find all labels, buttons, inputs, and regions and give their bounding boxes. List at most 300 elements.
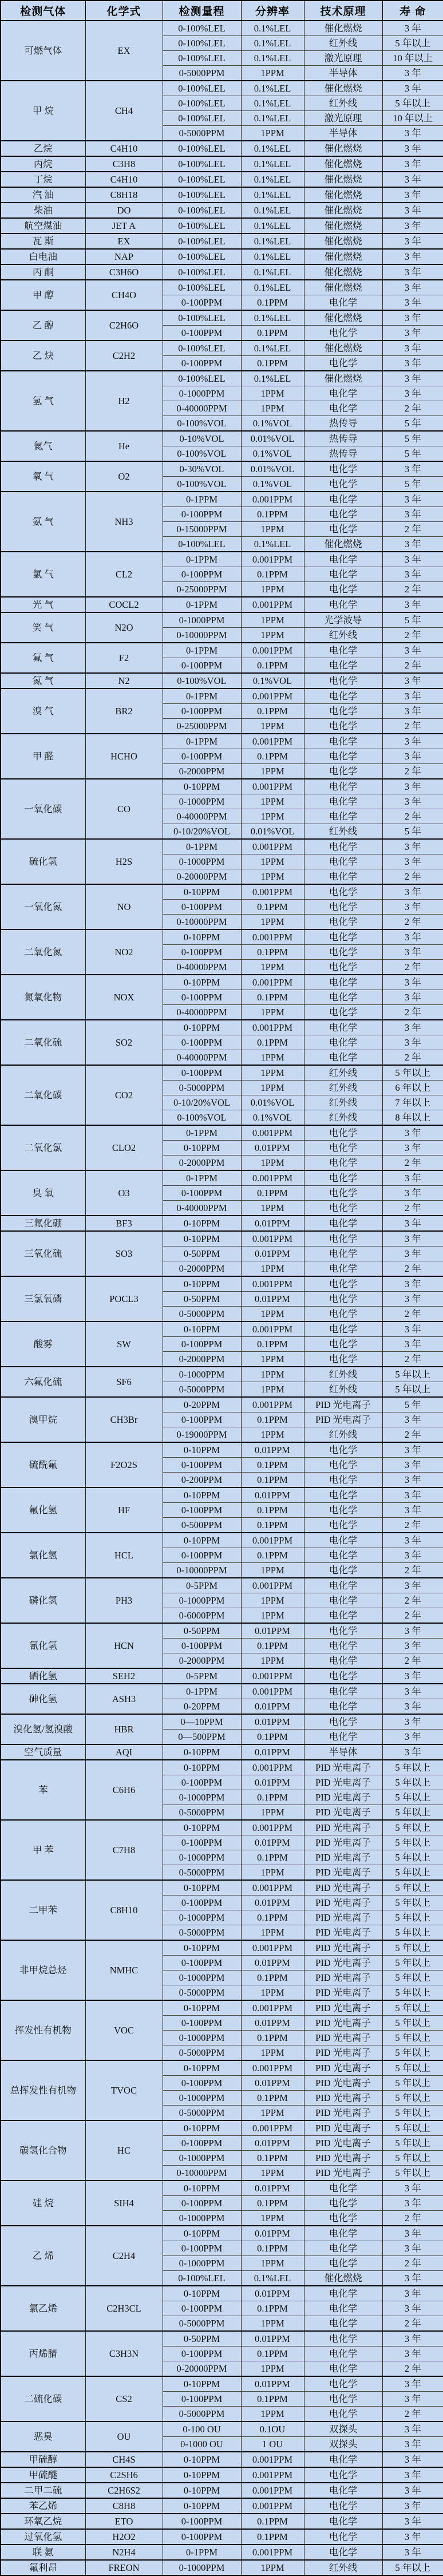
resolution-cell: 0.001PPM <box>241 1684 304 1699</box>
principle-cell: 电化学 <box>304 1261 382 1277</box>
resolution-cell: 0.1PPM <box>241 356 304 371</box>
gas-formula-cell: HF <box>85 1487 163 1533</box>
principle-cell: 电化学 <box>304 401 382 416</box>
lifespan-cell: 3 年 <box>382 1684 443 1699</box>
resolution-cell: 0.1OU <box>241 2421 304 2437</box>
range-cell: 0-5000PPM <box>163 1865 241 1881</box>
gas-name-cell: 溴化氢/氢溴酸 <box>1 1714 85 1744</box>
lifespan-cell: 3 年 <box>382 218 443 234</box>
principle-cell: 电化学 <box>304 461 382 477</box>
range-cell: 0-10PPM <box>163 1880 241 1896</box>
lifespan-cell: 3 年 <box>382 371 443 386</box>
range-cell: 0-10PPM <box>163 779 241 794</box>
gas-name-cell: 二硫化碳 <box>1 2376 85 2421</box>
gas-formula-cell: HCL <box>85 1533 163 1578</box>
principle-cell: 电化学 <box>304 2226 382 2241</box>
gas-formula-cell: COCL2 <box>85 597 163 612</box>
gas-name-cell: 六氟化硫 <box>1 1367 85 1397</box>
range-cell: 0-5000PPM <box>163 1805 241 1821</box>
resolution-cell: 0.01PPM <box>241 2376 304 2392</box>
gas-name-cell: 苯 <box>1 1760 85 1820</box>
resolution-cell: 0.01PPM <box>241 2016 304 2031</box>
range-cell: 0-100PPM <box>163 356 241 371</box>
lifespan-cell: 2 年 <box>382 1261 443 1277</box>
range-cell: 0-100%LEL <box>163 280 241 295</box>
resolution-cell: 0.001PPM <box>241 1397 304 1412</box>
resolution-cell: 1PPM <box>241 1805 304 1821</box>
resolution-cell: 1PPM <box>241 854 304 869</box>
gas-name-cell: 二氧化氯 <box>1 1125 85 1170</box>
lifespan-cell: 3 年 <box>382 156 443 172</box>
range-cell: 0-10PPM <box>163 1231 241 1247</box>
principle-cell: 电化学 <box>304 1593 382 1608</box>
table-row <box>1 2286 443 2301</box>
gas-name-cell: 挥发性有机物 <box>1 2000 85 2060</box>
resolution-cell: 0.1PPM <box>241 749 304 764</box>
range-cell: 0-1000PPM <box>163 854 241 869</box>
range-cell: 0-100PPM <box>163 567 241 582</box>
range-cell: 0-100%LEL <box>163 203 241 218</box>
resolution-cell: 0.1%VOL <box>241 673 304 688</box>
gas-name-cell: 甲 苯 <box>1 1820 85 1880</box>
range-cell: 0-6000PPM <box>163 1608 241 1624</box>
table-row <box>1 1216 443 1231</box>
principle-cell: 电化学 <box>304 1503 382 1518</box>
principle-cell: PID 光电离子 <box>304 1865 382 1881</box>
principle-cell: 电化学 <box>304 2407 382 2422</box>
table-row <box>1 1065 443 1081</box>
range-cell: 0-5000PPM <box>163 66 241 81</box>
principle-cell: PID 光电离子 <box>304 1940 382 1956</box>
gas-formula-cell: CO2 <box>85 1065 163 1125</box>
principle-cell: 电化学 <box>304 2483 382 2498</box>
principle-cell: 热传导 <box>304 431 382 446</box>
principle-cell: 催化燃烧 <box>304 249 382 264</box>
lifespan-cell: 3 年 <box>382 2483 443 2498</box>
principle-cell: PID 光电离子 <box>304 1880 382 1896</box>
principle-cell: 电化学 <box>304 2181 382 2196</box>
resolution-cell: 1PPM <box>241 2407 304 2422</box>
range-cell: 0-10PPM <box>163 975 241 990</box>
range-cell: 0-1000PPM <box>163 1367 241 1382</box>
column-header-2: 检测量程 <box>163 1 241 21</box>
resolution-cell: 0.1PPM <box>241 1518 304 1533</box>
lifespan-cell: 3 年 <box>382 1020 443 1035</box>
range-cell: 0-1000PPM <box>163 794 241 809</box>
resolution-cell: 0.1%LEL <box>241 21 304 36</box>
lifespan-cell: 3 年 <box>382 249 443 264</box>
resolution-cell: 0.1%LEL <box>241 156 304 172</box>
resolution-cell: 0.1%LEL <box>241 218 304 234</box>
resolution-cell: 0.1%LEL <box>241 537 304 552</box>
lifespan-cell: 5 年以上 <box>382 1835 443 1850</box>
range-cell: 0-100PPM <box>163 2196 241 2211</box>
resolution-cell: 0.1%VOL <box>241 1110 304 1126</box>
gas-formula-cell: HC <box>85 2120 163 2181</box>
gas-formula-cell: CH4O <box>85 280 163 310</box>
range-cell: 0-1000 OU <box>163 2437 241 2452</box>
principle-cell: 电化学 <box>304 929 382 945</box>
range-cell: 0-100%LEL <box>163 264 241 280</box>
principle-cell: PID 光电离子 <box>304 1775 382 1790</box>
principle-cell: 电化学 <box>304 2286 382 2301</box>
lifespan-cell: 5 年以上 <box>382 2120 443 2136</box>
lifespan-cell: 5 年 <box>382 1397 443 1412</box>
gas-formula-cell: H2O2 <box>85 2529 163 2545</box>
resolution-cell: 0.01PPM <box>241 1775 304 1790</box>
principle-cell: PID 光电离子 <box>304 1835 382 1850</box>
range-cell: 0-2000PPM <box>163 1156 241 1171</box>
resolution-cell: 0.1%VOL <box>241 416 304 432</box>
lifespan-cell: 3 年 <box>382 2437 443 2452</box>
table-row <box>1 552 443 567</box>
lifespan-cell: 5 年以上 <box>382 2151 443 2166</box>
table-row <box>1 1880 443 1896</box>
resolution-cell: 0.1PPM <box>241 1639 304 1653</box>
resolution-cell: 1PPM <box>241 1005 304 1020</box>
lifespan-cell: 5 年以上 <box>382 1065 443 1081</box>
principle-cell: 半导体 <box>304 66 382 81</box>
lifespan-cell: 5 年以上 <box>382 1940 443 1956</box>
principle-cell: PID 光电离子 <box>304 1970 382 1985</box>
resolution-cell: 0.1PPM <box>241 295 304 311</box>
range-cell: 0-100%LEL <box>163 81 241 96</box>
table-row <box>1 1684 443 1699</box>
range-cell: 0-20PPM <box>163 1699 241 1715</box>
table-row <box>1 2498 443 2514</box>
lifespan-cell: 3 年 <box>382 552 443 567</box>
table-body <box>1 21 443 2575</box>
gas-name-cell: 甲硫醚 <box>1 2467 85 2483</box>
lifespan-cell: 5 年以上 <box>382 2106 443 2121</box>
resolution-cell: 1PPM <box>241 401 304 416</box>
table-row <box>1 1125 443 1141</box>
lifespan-cell: 3 年 <box>382 673 443 688</box>
table-row <box>1 597 443 612</box>
gas-name-cell: 白电油 <box>1 249 85 264</box>
lifespan-cell: 3 年 <box>382 1186 443 1201</box>
gas-name-cell: 氮氧化物 <box>1 975 85 1020</box>
range-cell: 0-10000PPM <box>163 2166 241 2181</box>
principle-cell: 电化学 <box>304 1231 382 1247</box>
resolution-cell: 0.1PPM <box>241 2031 304 2045</box>
range-cell: 0-1PPM <box>163 1684 241 1699</box>
range-cell: 0-100%LEL <box>163 187 241 203</box>
range-cell: 0-15000PPM <box>163 522 241 537</box>
table-row <box>1 218 443 234</box>
gas-formula-cell: C2H2 <box>85 341 163 371</box>
resolution-cell: 1PPM <box>241 2211 304 2226</box>
gas-name-cell: 丁烷 <box>1 172 85 187</box>
range-cell: 0-1000PPM <box>163 386 241 401</box>
resolution-cell: 0.1%LEL <box>241 234 304 249</box>
lifespan-cell: 3 年 <box>382 1487 443 1503</box>
principle-cell: PID 光电离子 <box>304 1925 382 1941</box>
lifespan-cell: 3 年 <box>382 1247 443 1261</box>
resolution-cell: 0.001PPM <box>241 975 304 990</box>
table-row <box>1 1578 443 1593</box>
principle-cell: 电化学 <box>304 1186 382 1201</box>
resolution-cell: 0.01PPM <box>241 1699 304 1715</box>
lifespan-cell: 3 年 <box>382 779 443 794</box>
lifespan-cell: 2 年 <box>382 2316 443 2332</box>
lifespan-cell: 5 年 <box>382 416 443 432</box>
principle-cell: 催化燃烧 <box>304 172 382 187</box>
lifespan-cell: 3 年 <box>382 2498 443 2514</box>
principle-cell: 催化燃烧 <box>304 2271 382 2286</box>
principle-cell: 电化学 <box>304 839 382 854</box>
resolution-cell: 1 OU <box>241 2437 304 2452</box>
resolution-cell: 0.01PPM <box>241 1744 304 1760</box>
table-row <box>1 431 443 446</box>
gas-formula-cell: POCL3 <box>85 1276 163 1321</box>
principle-cell: PID 光电离子 <box>304 2136 382 2151</box>
principle-cell: 电化学 <box>304 2529 382 2545</box>
gas-formula-cell: VOC <box>85 2000 163 2060</box>
gas-name-cell: 丙 酮 <box>1 264 85 280</box>
range-cell: 0-10PPM <box>163 929 241 945</box>
lifespan-cell: 3 年 <box>382 187 443 203</box>
range-cell: 0-50PPM <box>163 1292 241 1307</box>
resolution-cell: 0.001PPM <box>241 1020 304 1035</box>
range-cell: 0—500PPM <box>163 1730 241 1745</box>
lifespan-cell: 5 年以上 <box>382 2136 443 2151</box>
range-cell: 0-100%VOL <box>163 446 241 462</box>
gas-name-cell: 甲 醇 <box>1 280 85 310</box>
gas-formula-cell: AQI <box>85 1744 163 1760</box>
range-cell: 0-10PPM <box>163 1940 241 1956</box>
gas-name-cell: 硅 烷 <box>1 2181 85 2226</box>
gas-formula-cell: NO2 <box>85 929 163 975</box>
resolution-cell: 0.1PPM <box>241 567 304 582</box>
range-cell: 0-100%LEL <box>163 371 241 386</box>
resolution-cell: 0.01PPM <box>241 1956 304 1970</box>
gas-name-cell: 乙 炔 <box>1 341 85 371</box>
header-row <box>1 1 443 21</box>
range-cell: 0-1000PPM <box>163 2151 241 2166</box>
resolution-cell: 0.001PPM <box>241 1668 304 1684</box>
resolution-cell: 1PPM <box>241 386 304 401</box>
range-cell: 0-100PPM <box>163 1503 241 1518</box>
resolution-cell: 1PPM <box>241 869 304 885</box>
gas-name-cell: 溴甲烷 <box>1 1397 85 1442</box>
range-cell: 0-10PPM <box>163 1820 241 1835</box>
resolution-cell: 0.1%LEL <box>241 310 304 326</box>
lifespan-cell: 5 年 <box>382 824 443 840</box>
gas-name-cell: 乙 醇 <box>1 310 85 341</box>
gas-formula-cell: C3H3N <box>85 2331 163 2376</box>
principle-cell: 催化燃烧 <box>304 156 382 172</box>
principle-cell: 红外线 <box>304 1382 382 1398</box>
table-row <box>1 975 443 990</box>
principle-cell: PID 光电离子 <box>304 1397 382 1412</box>
principle-cell: 电化学 <box>304 749 382 764</box>
range-cell: 0-10000PPM <box>163 628 241 643</box>
principle-cell: 催化燃烧 <box>304 371 382 386</box>
range-cell: 0-50PPM <box>163 1623 241 1639</box>
lifespan-cell: 3 年 <box>382 326 443 341</box>
table-row <box>1 1714 443 1730</box>
range-cell: 0-10PPM <box>163 1321 241 1337</box>
resolution-cell: 1PPM <box>241 1050 304 1066</box>
gas-formula-cell: C4H10 <box>85 172 163 187</box>
range-cell: 0-100PPM <box>163 2016 241 2031</box>
lifespan-cell: 2 年 <box>382 809 443 824</box>
lifespan-cell: 3 年 <box>382 1503 443 1518</box>
resolution-cell: 1PPM <box>241 1352 304 1367</box>
gas-formula-cell: CLO2 <box>85 1125 163 1170</box>
gas-formula-cell: N2O <box>85 612 163 643</box>
table-row <box>1 1668 443 1684</box>
lifespan-cell: 5 年 <box>382 612 443 628</box>
resolution-cell: 0.01PPM <box>241 2181 304 2196</box>
resolution-cell: 0.1%LEL <box>241 81 304 96</box>
resolution-cell: 0.001PPM <box>241 643 304 658</box>
range-cell: 0-5000PPM <box>163 2407 241 2422</box>
resolution-cell: 0.001PPM <box>241 884 304 900</box>
range-cell: 0-100PPM <box>163 326 241 341</box>
principle-cell: 电化学 <box>304 2331 382 2347</box>
range-cell: 0-100%VOL <box>163 1110 241 1126</box>
principle-cell: PID 光电离子 <box>304 1910 382 1925</box>
lifespan-cell: 3 年 <box>382 643 443 658</box>
gas-name-cell: 硒化氢 <box>1 1668 85 1684</box>
lifespan-cell: 5 年以上 <box>382 1985 443 2001</box>
range-cell: 0-30%VOL <box>163 461 241 477</box>
range-cell: 0-1000PPM <box>163 2091 241 2106</box>
lifespan-cell: 2 年 <box>382 1608 443 1624</box>
principle-cell: 催化燃烧 <box>304 341 382 356</box>
gas-name-cell: 二甲苯 <box>1 1880 85 1940</box>
lifespan-cell: 3 年 <box>382 280 443 295</box>
table-row <box>1 1533 443 1548</box>
resolution-cell: 0.001PPM <box>241 1533 304 1548</box>
principle-cell: 激光原理 <box>304 51 382 66</box>
gas-formula-cell: FREON <box>85 2560 163 2575</box>
lifespan-cell: 3 年 <box>382 900 443 915</box>
lifespan-cell: 5 年以上 <box>382 1820 443 1835</box>
range-cell: 0-10PPM <box>163 1744 241 1760</box>
gas-formula-cell: HCN <box>85 1623 163 1668</box>
resolution-cell: 0.001PPM <box>241 1231 304 1247</box>
principle-cell: 电化学 <box>304 1684 382 1699</box>
table-row <box>1 1170 443 1186</box>
table-row <box>1 1397 443 1412</box>
resolution-cell: 0.1PPM <box>241 1730 304 1745</box>
gas-name-cell: 二氧化硫 <box>1 1020 85 1065</box>
range-cell: 0-50PPM <box>163 2331 241 2347</box>
principle-cell: 双探头 <box>304 2437 382 2452</box>
gas-formula-cell: CH3Br <box>85 1397 163 1442</box>
gas-formula-cell: H2S <box>85 839 163 884</box>
range-cell: 0-10PPM <box>163 1442 241 1458</box>
lifespan-cell: 3 年 <box>382 21 443 36</box>
resolution-cell: 0.01PPM <box>241 1216 304 1231</box>
range-cell: 0-100%LEL <box>163 51 241 66</box>
principle-cell: 电化学 <box>304 960 382 975</box>
resolution-cell: 0.01%VOL <box>241 431 304 446</box>
resolution-cell: 0.001PPM <box>241 1321 304 1337</box>
principle-cell: 电化学 <box>304 1714 382 1730</box>
table-row <box>1 371 443 386</box>
resolution-cell: 0.1%LEL <box>241 264 304 280</box>
lifespan-cell: 3 年 <box>382 1141 443 1156</box>
principle-cell: PID 光电离子 <box>304 1896 382 1910</box>
resolution-cell: 0.1PPM <box>241 900 304 915</box>
principle-cell: 电化学 <box>304 2347 382 2361</box>
lifespan-cell: 2 年 <box>382 1593 443 1608</box>
principle-cell: 电化学 <box>304 975 382 990</box>
resolution-cell: 1PPM <box>241 582 304 597</box>
lifespan-cell: 3 年 <box>382 2347 443 2361</box>
gas-name-cell: 氮 气 <box>1 673 85 688</box>
range-cell: 0-200PPM <box>163 1473 241 1488</box>
range-cell: 0-2000PPM <box>163 1352 241 1367</box>
gas-formula-cell: SO2 <box>85 1020 163 1065</box>
gas-name-cell: 酸雾 <box>1 1321 85 1367</box>
resolution-cell: 1PPM <box>241 1593 304 1608</box>
principle-cell: 电化学 <box>304 1352 382 1367</box>
table-row <box>1 461 443 477</box>
gas-formula-cell: NO <box>85 884 163 929</box>
gas-name-cell: 砷化氢 <box>1 1684 85 1714</box>
resolution-cell: 0.1PPM <box>241 1473 304 1488</box>
range-cell: 0-5000PPM <box>163 2106 241 2121</box>
lifespan-cell: 3 年 <box>382 945 443 960</box>
resolution-cell: 0.1PPM <box>241 1412 304 1427</box>
principle-cell: PID 光电离子 <box>304 2000 382 2016</box>
resolution-cell: 0.001PPM <box>241 1760 304 1775</box>
principle-cell: 电化学 <box>304 1020 382 1035</box>
range-cell: 0-100%LEL <box>163 341 241 356</box>
gas-formula-cell: C2H6O <box>85 310 163 341</box>
resolution-cell: 1PPM <box>241 2361 304 2377</box>
principle-cell: 电化学 <box>304 990 382 1005</box>
principle-cell: 电化学 <box>304 1458 382 1473</box>
resolution-cell: 0.1PPM <box>241 990 304 1005</box>
resolution-cell: 0.001PPM <box>241 1880 304 1896</box>
gas-name-cell: 一氧化碳 <box>1 779 85 839</box>
gas-name-cell: 臭 氧 <box>1 1170 85 1216</box>
resolution-cell: 0.1PPM <box>241 2529 304 2545</box>
column-header-1: 化学式 <box>85 1 163 21</box>
lifespan-cell: 3 年 <box>382 2392 443 2407</box>
table-row <box>1 673 443 688</box>
gas-formula-cell: CO <box>85 779 163 839</box>
lifespan-cell: 2 年 <box>382 2407 443 2422</box>
principle-cell: PID 光电离子 <box>304 2106 382 2121</box>
range-cell: 0-100PPM <box>163 1896 241 1910</box>
principle-cell: PID 光电离子 <box>304 2045 382 2061</box>
resolution-cell: 1PPM <box>241 915 304 930</box>
principle-cell: 双探头 <box>304 2421 382 2437</box>
range-cell: 0-1PPM <box>163 734 241 749</box>
gas-formula-cell: SW <box>85 1321 163 1367</box>
range-cell: 0-100%LEL <box>163 111 241 126</box>
range-cell: 0-100%LEL <box>163 172 241 187</box>
range-cell: 0-100PPM <box>163 945 241 960</box>
lifespan-cell: 7 年以上 <box>382 1095 443 1110</box>
lifespan-cell: 2 年 <box>382 1307 443 1322</box>
range-cell: 0-100PPM <box>163 1956 241 1970</box>
range-cell: 0-100%LEL <box>163 310 241 326</box>
range-cell: 0-1PPM <box>163 1170 241 1186</box>
principle-cell: 电化学 <box>304 794 382 809</box>
table-row <box>1 141 443 156</box>
resolution-cell: 0.1PPM <box>241 1548 304 1563</box>
resolution-cell: 1PPM <box>241 809 304 824</box>
column-header-5: 寿 命 <box>382 1 443 21</box>
